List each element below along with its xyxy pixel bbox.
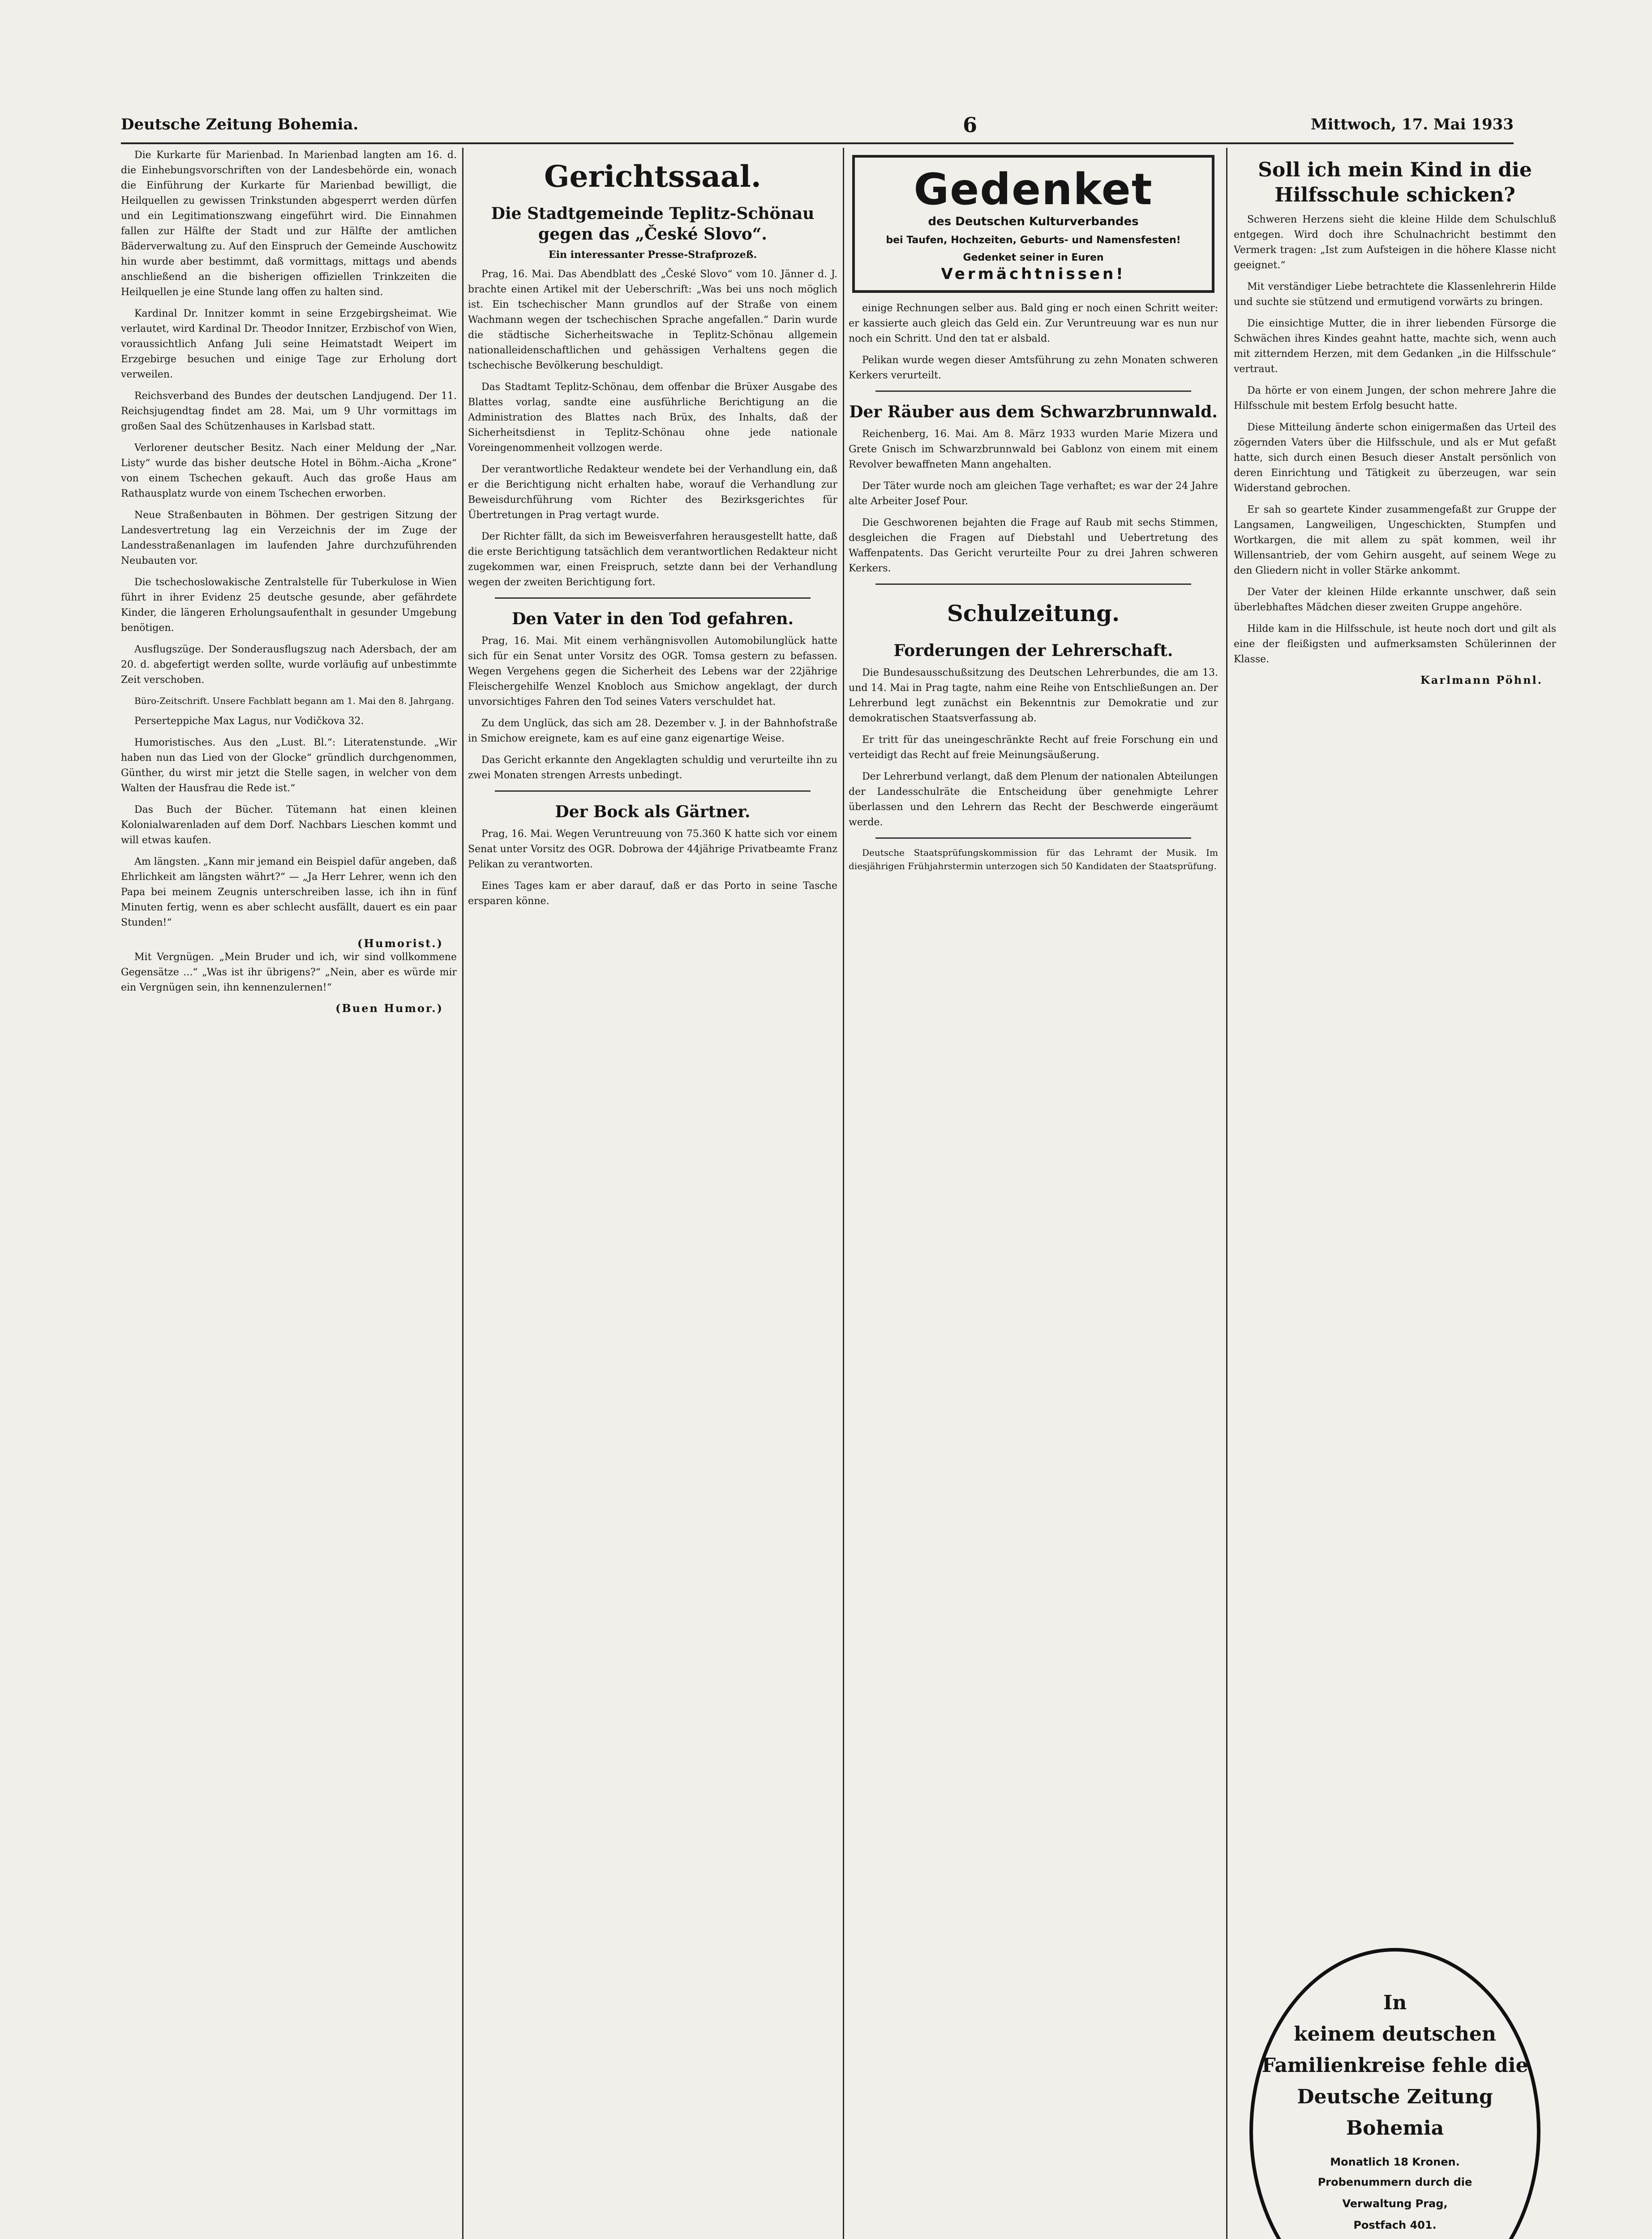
article-paragraph: Das Stadtamt Teplitz-Schönau, dem offenbar die Brüxer Ausgabe des Blattes vorlag, sandte eine ausführliche Berichtigung an die Administration des Blattes nach Brüx, des Inhalts, daß der Sicherheitsdienst in Teplitz-Schönau ohne jede nationale Voreingenommenheit vollzogen werde. xyxy=(468,382,837,454)
article-paragraph: Deutsche Staatsprüfungskommission für das Lehramt der Musik. Im diesjährigen Frühjahrstermin unterzogen sich 50 Kandidaten der Staatsprüfung. xyxy=(849,847,1218,871)
column-court-school xyxy=(849,148,1218,2239)
article-paragraph: Reichenberg, 16. Mai. Am 8. März 1933 wurden Marie Mizera und Grete Gnisch im Schwarzbrunnwald bei Gablonz von einem mit einem Revolver bewaffneten Mann angehalten. xyxy=(849,429,1218,470)
article-paragraph: Mit verständiger Liebe betrachtete die Klassenlehrerin Hilde und suchte sie stützend und ermutigend vorwärts zu bringen. xyxy=(1234,281,1556,308)
subscription-ad-oval xyxy=(1249,1948,1540,2239)
issue-date: Mittwoch, 17. Mai 1933 xyxy=(1310,116,1514,133)
article-paragraph: Pelikan wurde wegen dieser Amtsführung zu zehn Monaten schweren Kerkers verurteilt. xyxy=(849,355,1218,381)
article-paragraph: Da hörte er von einem Jungen, der schon mehrere Jahre die Hilfsschule mit bestem Erfolg besucht hatte. xyxy=(1234,385,1556,412)
article-headline: Die Stadtgemeinde Teplitz-Schönau gegen das „České Slovo“. xyxy=(491,204,815,244)
article-headline: Forderungen der Lehrerschaft. xyxy=(893,641,1173,660)
column-rule xyxy=(462,148,463,2239)
article-strassenbauten: Neue Straßenbauten in Böhmen. Der gestrigen Sitzung der Landesvertretung lag ein Verzeichnis der im Zuge der Landesstraßenanlagen im laufenden Jahre durchzuführenden Neubauten vor. xyxy=(121,510,457,566)
divider xyxy=(495,597,811,599)
oval-text: Postfach 401. xyxy=(1353,2219,1437,2231)
article-besitz: Verlorener deutscher Besitz. Nach einer Meldung der „Nar. Listy“ wurde das bisher deutsche Hotel in Böhm.-Aicha „Krone“ von einem Tschechen gekauft. Auch das große Haus am Rathausplatz wurde von einem Tschechen erworben. xyxy=(121,442,457,499)
column-gerichtssaal xyxy=(468,148,837,2239)
article-paragraph: Die Bundesausschußsitzung des Deutschen Lehrerbundes, die am 13. und 14. Mai in Prag tagte, nahm eine Reihe von Entschließungen an. Der Lehrerbund legt zunächst ein Bekenntnis zur Demokratie und zur demokratischen Staatsverfassung ab. xyxy=(849,667,1218,724)
divider xyxy=(495,790,811,792)
ad-title: Gedenket xyxy=(914,164,1153,214)
oval-text: Verwaltung Prag, xyxy=(1342,2197,1448,2210)
ad-text: bei Taufen, Hochzeiten, Geburts- und Namensfesten! xyxy=(886,235,1181,246)
article-subheadline: Ein interessanter Presse-Strafprozeß. xyxy=(548,249,757,261)
article-kurkarte: Die Kurkarte für Marienbad. In Marienbad langten am 16. d. die Einhebungsvorschriften von der Landesbehörde ein, wonach die Einführung der Kurkarte für Marienbad bewilligt, die Heilquellen zu gewissen Trinkstunden abgesperrt werden dürfen und ein Legitimationszwang eingeführt wird. Die Einnahmen fallen zur Hälfte der Stadt und zur Hälfte der amtlichen Bäderverwaltung zu. Auf den Einspruch der Gemeinde Auschowitz hin wurde aber bestimmt, daß vormittags, mittags und abends anschließend an die bisherigen offiziellen Trinkzeiten die Heilquellen je eine Stunde lang offen zu halten sind. xyxy=(121,150,457,298)
article-landjugend: Reichsverband des Bundes der deutschen Landjugend. Der 11. Reichsjugendtag findet am 28. Mai, um 9 Uhr vormittags im großen Saal des Schützenhauses in Karlsbad statt. xyxy=(121,390,457,432)
section-title: Gerichtssaal. xyxy=(544,159,761,194)
article-paragraph: einige Rechnungen selber aus. Bald ging er noch einen Schritt weiter: er kassierte auch gleich das Geld ein. Zur Veruntreuung war es nun nur noch ein Schritt. Und den tat er alsbald. xyxy=(849,303,1218,344)
article-headline: Soll ich mein Kind in die Hilfsschule schicken? xyxy=(1258,159,1532,206)
ad-slogan: Vermächtnissen! xyxy=(941,265,1126,283)
column-rule xyxy=(1226,148,1227,2239)
article-perserteppiche: Perserteppiche Max Lagus, nur Vodičkova 32. xyxy=(134,716,364,727)
oval-text: keinem deutschen xyxy=(1294,2023,1496,2046)
article-headline: Der Bock als Gärtner. xyxy=(555,802,751,821)
article-buch: Das Buch der Bücher. Tütemann hat einen kleinen Kolonialwarenladen auf dem Dorf. Nachbars Lieschen kommt und will etwas kaufen. xyxy=(121,804,457,846)
article-laengsten: Am längsten. „Kann mir jemand ein Beispiel dafür angeben, daß Ehrlichkeit am längsten währt?“ — „Ja Herr Lehrer, wenn ich den Papa bei meinem Zeugnis unterschreiben lasse, ich ihn in fünf Minuten fertig, wenn es aber schlecht ausfällt, dauert es ein paar Stunden!“ xyxy=(121,856,457,928)
divider xyxy=(875,390,1191,392)
oval-text: Probenummern durch die xyxy=(1317,2176,1472,2188)
ad-subtitle: des Deutschen Kulturverbandes xyxy=(928,215,1139,228)
section-title: Schulzeitung. xyxy=(947,600,1120,626)
article-paragraph: Der Lehrerbund verlangt, daß dem Plenum der nationalen Abteilungen der Landesschulräte die Entscheidung über genehmigte Lehrer überlassen und den Lehrern das Recht der Beschwerde eingeräumt werde. xyxy=(849,771,1218,828)
divider xyxy=(875,583,1191,585)
column-rule xyxy=(843,148,844,2239)
article-innitzer: Kardinal Dr. Innitzer kommt in seine Erzgebirgsheimat. Wie verlautet, wird Kardinal Dr. Theodor Innitzer, Erzbischof von Wien, voraussichtlich Anfang Juli seine Heimatstadt Weipert im Erzgebirge besuchen und einige Tage zur Erholung dort verweilen. xyxy=(121,308,457,380)
author-signature: Karlmann Pöhnl. xyxy=(1420,673,1543,686)
article-paragraph: Hilde kam in die Hilfsschule, ist heute noch dort und gilt als eine der fleißigsten und aufmerksamsten Schülerinnen der Klasse. xyxy=(1234,623,1556,665)
article-vergnuegen: Mit Vergnügen. „Mein Bruder und ich, wir sind vollkommene Gegensätze ...“ „Was ist ihr übrigens?“ „Nein, aber es würde mir ein Vergnügen sein, ihn kennenzulernen!“ xyxy=(121,952,457,993)
article-ausflugszuege: Ausflugszüge. Der Sonderausflugszug nach Adersbach, der am 20. d. abgefertigt werden sollte, wurde vorläufig auf unbestimmte Zeit verschoben. xyxy=(121,644,457,686)
source-credit: (Buen Humor.) xyxy=(335,1002,443,1015)
article-paragraph: Er tritt für das uneingeschränkte Recht auf freie Forschung ein und verteidigt das Recht auf freie Meinungsäußerung. xyxy=(849,734,1218,761)
column-local-news xyxy=(121,148,457,2239)
article-paragraph: Prag, 16. Mai. Das Abendblatt des „České Slovo“ vom 10. Jänner d. J. brachte einen Artikel mit der Ueberschrift: „Was bei uns noch möglich ist. Ein tschechischer Mann grundlos auf der Straße von einem Wachmann wegen der tschechischen Sprache angefallen.“ Darin wurde die städtische Sicherheitswache in Teplitz-Schönau allgemein nationalleidenschaftlichen und gehässigen Verhaltens gegen die tschechische Bevölkerung beschuldigt. xyxy=(468,269,837,371)
source-credit: (Humorist.) xyxy=(357,937,443,950)
oval-text: Deutsche Zeitung Bohemia xyxy=(1297,2085,1493,2140)
oval-text: In xyxy=(1383,1991,1407,2014)
article-paragraph: Eines Tages kam er aber darauf, daß er das Porto in seine Tasche ersparen könne. xyxy=(468,880,837,907)
oval-price: Monatlich 18 Kronen. xyxy=(1330,2156,1460,2168)
article-paragraph: Prag, 16. Mai. Wegen Veruntreuung von 75.360 K hatte sich vor einem Senat unter Vorsitz des OGR. Dobrowa der 44jährige Privatbeamte Franz Pelikan zu verantworten. xyxy=(468,828,837,870)
newspaper-name: Deutsche Zeitung Bohemia. xyxy=(121,116,359,133)
article-paragraph: Diese Mitteilung änderte schon einigermaßen das Urteil des zögernden Vaters über die Hilfsschule, und als er Mut gefaßt hatte, sich durch einen Besuch dieser Anstalt persönlich von deren Einrichtung und Tätigkeit zu überzeugen, war sein Widerstand gebrochen. xyxy=(1234,422,1556,494)
divider xyxy=(875,837,1191,839)
article-paragraph: Das Gericht erkannte den Angeklagten schuldig und verurteilte ihn zu zwei Monaten strengen Arrests unbedingt. xyxy=(468,755,837,781)
article-paragraph: Die einsichtige Mutter, die in ihrer liebenden Fürsorge die Schwächen ihres Kindes geahnt hatte, machte sich, wenn auch mit zitterndem Herzen, mit dem Gedanken „in die Hilfsschule“ vertraut. xyxy=(1234,318,1556,375)
article-paragraph: Die Geschworenen bejahten die Frage auf Raub mit sechs Stimmen, desgleichen die Fragen auf Diebstahl und Uebertretung des Waffenpatents. Das Gericht verurteilte Pour zu drei Jahren schweren Kerkers. xyxy=(849,517,1218,574)
page-number: 6 xyxy=(963,113,978,137)
column-hilfsschule xyxy=(1234,148,1556,2239)
article-humor: Humoristisches. Aus den „Lust. Bl.“: Literatenstunde. „Wir haben nun das Lied von der Glocke“ gründlich durchgenommen, Günther, du wirst mir jetzt die Stelle sagen, in welcher von dem Walten der Hausfrau die Rede ist.“ xyxy=(121,737,457,794)
advertisement-kulturverband xyxy=(852,155,1214,293)
article-paragraph: Der verantwortliche Redakteur wendete bei der Verhandlung ein, daß er die Berichtigung nicht erhalten habe, worauf die Verhandlung zur Beweisdurchführung vom Richter des Bezirksgerichtes für Übertretungen in Prag vertagt wurde. xyxy=(468,464,837,521)
article-paragraph: Zu dem Unglück, das sich am 28. Dezember v. J. in der Bahnhofstraße in Smichow ereignete, kam es auf eine ganz eigenartige Weise. xyxy=(468,718,837,744)
article-paragraph: Der Täter wurde noch am gleichen Tage verhaftet; es war der 24 Jahre alte Arbeiter Josef Pour. xyxy=(849,480,1218,507)
page-header xyxy=(121,113,1514,144)
article-paragraph: Schweren Herzens sieht die kleine Hilde dem Schulschluß entgegen. Wird doch ihre Schulnachricht bestimmt den Vermerk tragen: „Ist zum Aufsteigen in die höhere Klasse nicht geeignet.“ xyxy=(1234,214,1556,271)
article-paragraph: Der Vater der kleinen Hilde erkannte unschwer, daß sein überlebhaftes Mädchen dieser zweiten Gruppe angehöre. xyxy=(1234,587,1556,613)
article-paragraph: Prag, 16. Mai. Mit einem verhängnisvollen Automobilunglück hatte sich für ein Senat unter Vorsitz des OGR. Tomsa gestern zu befassen. Wegen Vergehens gegen die Sicherheit des Lebens war der 22jährige Fleischergehilfe Wenzel Knobloch aus Smichow angeklagt, der durch unvorsichtiges Fahren den Tod seines Vaters verschuldet hat. xyxy=(468,635,837,708)
article-headline: Den Vater in den Tod gefahren. xyxy=(512,609,794,628)
article-headline: Der Räuber aus dem Schwarzbrunnwald. xyxy=(849,403,1218,421)
ad-text: Gedenket seiner in Euren xyxy=(963,252,1104,263)
article-paragraph: Der Richter fällt, da sich im Beweisverfahren herausgestellt hatte, daß die erste Berichtigung tatsächlich dem verantwortlichen Redakteur nicht zugekommen war, einen Freispruch, setzte dann bei der Verhandlung wegen der zweiten Berichtigung fort. xyxy=(468,531,837,588)
oval-text: Familienkreise fehle die xyxy=(1262,2054,1528,2077)
article-paragraph: Er sah so geartete Kinder zusammengefaßt zur Gruppe der Langsamen, Langweiligen, Ungeschickten, Stumpfen und Wortkargen, die mit allem zu spät kommen, weil ihr Willensantrieb, der vom Gehirn ausgeht, auf seinem Wege zu den Gliedern nicht in voller Stärke ankommt. xyxy=(1234,504,1556,576)
article-tuberkulose: Die tschechoslowakische Zentralstelle für Tuberkulose in Wien führt in ihrer Evidenz 25 deutsche gesunde, aber gefährdete Kinder, die längeren Erholungsaufenthalt in gesunder Umgebung benötigen. xyxy=(121,577,457,634)
article-zeitschrift: Büro-Zeitschrift. Unsere Fachblatt begann am 1. Mai den 8. Jahrgang. xyxy=(134,695,455,706)
